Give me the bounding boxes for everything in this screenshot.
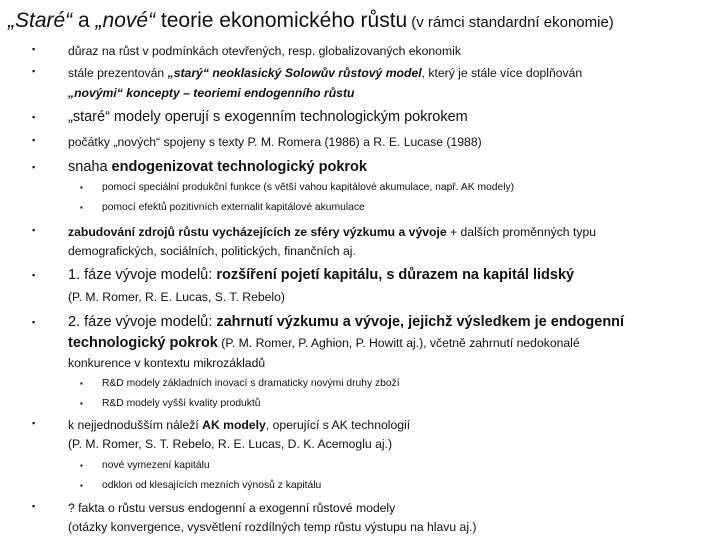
title-stare: „Staré“	[8, 9, 73, 32]
bullet-text-3: „staré“ modely operují s exogenním technologickým pokrokem	[68, 109, 468, 125]
title-and: a	[72, 9, 96, 32]
bullet-text-7: 1. fáze vývoje modelů: rozšíření pojetí kapitálu, s důrazem na kapitál lidský	[68, 267, 575, 283]
sub-text-8-1: R&D modely základních inovací s dramaticky novými druhy zboží	[102, 378, 400, 389]
title-rest: teorie ekonomického růstu	[155, 9, 408, 32]
title-subtitle: (v rámci standardní ekonomie)	[411, 14, 614, 31]
square-bullet-icon	[80, 456, 90, 466]
square-bullet-icon	[32, 157, 42, 167]
bullet-text-6-line2: demografických, sociálních, politických, finančních aj.	[68, 244, 356, 258]
sub-text-5-2: pomocí efektů pozitivních externalit kapitálové akumulace	[102, 202, 365, 213]
bullet-text-2-line2: „novými“ koncepty – teoriemi endogenního růstu	[68, 86, 355, 100]
bullet-text-9-line2: (P. M. Romer, S. T. Rebelo, R. E. Lucas, D. K. Acemoglu aj.)	[68, 437, 392, 451]
bullet-text-10: ? fakta o růstu versus endogenní a exogenní růstové modely	[68, 501, 396, 515]
bullet-text-2: stále prezentován „starý“ neoklasický Solowův růstový model, který je stále více doplňován	[68, 66, 583, 80]
square-bullet-icon	[80, 178, 90, 188]
bullet-text-8-line2: technologický pokrok (P. M. Romer, P. Aghion, P. Howitt aj.), včetně zahrnutí nedokonalé	[68, 335, 580, 351]
bullet-text-7-line2: (P. M. Romer, R. E. Lucas, S. T. Rebelo)	[68, 290, 285, 304]
square-bullet-icon	[32, 265, 42, 275]
square-bullet-icon	[32, 133, 42, 143]
square-bullet-icon	[80, 198, 90, 208]
bullet-text-8-line3: konkurence v kontextu mikrozákladů	[68, 356, 266, 370]
bullet-text-8: 2. fáze vývoje modelů: zahrnutí výzkumu a vývoje, jejichž výsledkem je endogenní	[68, 314, 625, 330]
sub-text-5-1: pomocí speciální produkční funkce (s větší vahou kapitálové akumulace, např. AK modely)	[102, 182, 515, 193]
bullet-text-1: důraz na růst v podmínkách otevřených, resp. globalizovaných ekonomik	[68, 44, 461, 58]
bullet-text-9: k nejjednodušším náleží AK modely, operující s AK technologií	[68, 418, 411, 432]
bullet-text-6: zabudování zdrojů růstu vycházejících ze sféry výzkumu a vývoje + dalších proměnných typu	[68, 225, 597, 239]
square-bullet-icon	[32, 107, 42, 117]
square-bullet-icon	[80, 394, 90, 404]
square-bullet-icon	[32, 312, 42, 322]
square-bullet-icon	[32, 499, 42, 509]
sub-text-8-2: R&D modely vyšší kvality produktů	[102, 398, 261, 409]
square-bullet-icon	[80, 374, 90, 384]
square-bullet-icon	[32, 416, 42, 426]
square-bullet-icon	[80, 476, 90, 486]
slide-title	[8, 6, 614, 38]
square-bullet-icon	[32, 64, 42, 74]
sub-text-9-2: odklon od klesajících mezních výnosů z kapitálu	[102, 480, 322, 491]
bullet-text-5: snaha endogenizovat technologický pokrok	[68, 159, 367, 175]
sub-text-9-1: nové vymezení kapitálu	[102, 460, 210, 471]
title-nove: „nové“	[95, 9, 156, 32]
bullet-text-4: počátky „nových“ spojeny s texty P. M. Romera (1986) a R. E. Lucase (1988)	[68, 135, 482, 149]
square-bullet-icon	[32, 223, 42, 233]
bullet-text-10-line2: (otázky konvergence, vysvětlení rozdílných temp růstu výstupu na hlavu aj.)	[68, 520, 477, 534]
square-bullet-icon	[32, 42, 42, 52]
